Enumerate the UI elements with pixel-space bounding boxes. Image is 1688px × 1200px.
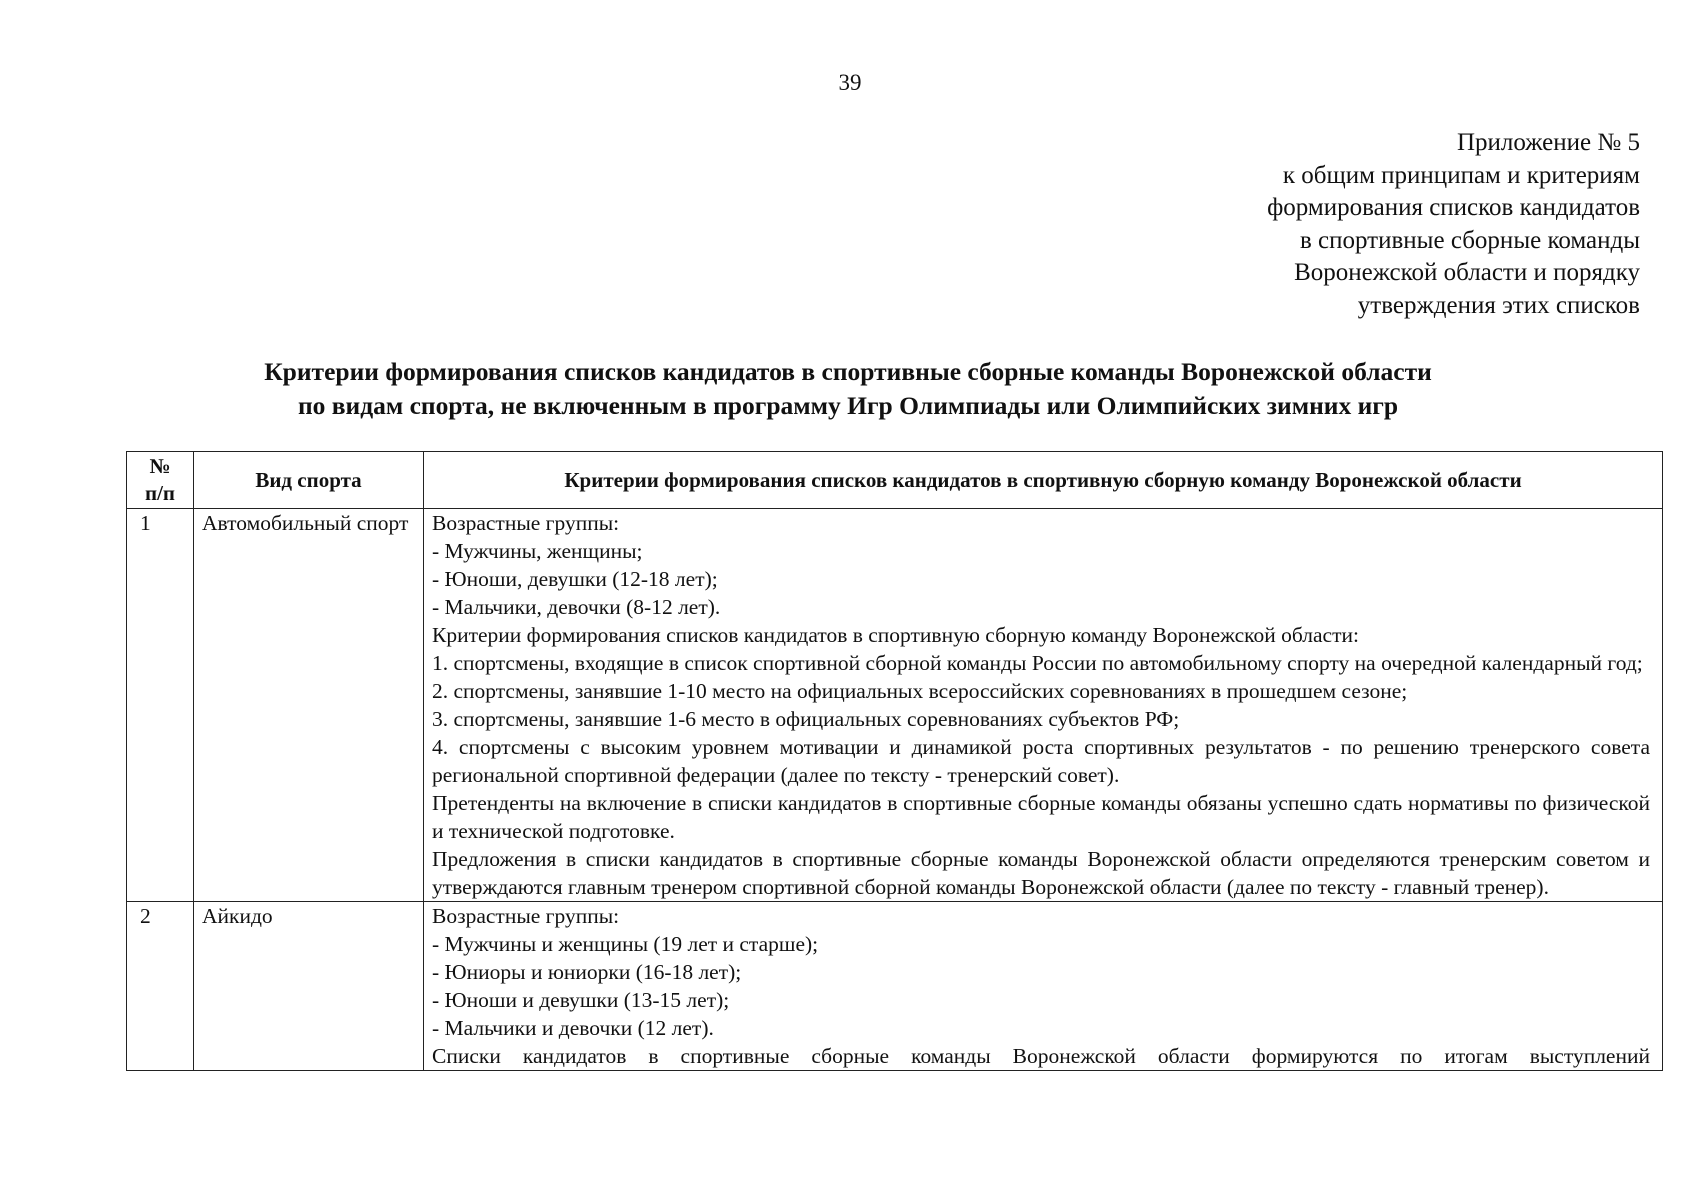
criteria-line: 2. спортсмены, занявшие 1-10 место на официальных всероссийских соревнованиях в прошедшем сезоне; xyxy=(432,679,1408,703)
appendix-heading xyxy=(1267,127,1640,322)
criteria-line: Предложения в списки кандидатов в спортивные сборные команды Воронежской области определяются тренерским советом и утверждаются главным тренером спортивной сборной команды Воронежской области (далее по тексту - главный тренер). xyxy=(432,847,1650,899)
criteria-line: - Мужчины и женщины (19 лет и старше); xyxy=(432,932,819,956)
appendix-line: формирования списков кандидатов xyxy=(1267,194,1640,221)
header-criteria: Критерии формирования списков кандидатов в спортивную сборную команду Воронежской области xyxy=(424,452,1663,509)
criteria-line: Списки кандидатов в спортивные сборные команды Воронежской области формируются по итогам выступлений xyxy=(432,1044,1650,1068)
criteria-line: Возрастные группы: xyxy=(432,904,620,928)
criteria-line: - Мальчики и девочки (12 лет). xyxy=(432,1016,714,1040)
header-sport: Вид спорта xyxy=(194,452,424,509)
appendix-line: Приложение № 5 xyxy=(1456,129,1640,156)
title-line-1: Критерии формирования списков кандидатов в спортивные сборные команды Воронежской области xyxy=(264,357,1432,386)
document-title xyxy=(120,355,1576,423)
criteria-line: - Юниоры и юниорки (16-18 лет); xyxy=(432,960,742,984)
header-number-label: п/п xyxy=(144,481,176,505)
header-number xyxy=(127,452,194,509)
row-number: 2 xyxy=(127,902,194,1071)
appendix-line: к общим принципам и критериям xyxy=(1282,161,1640,189)
row-sport: Айкидо xyxy=(194,902,424,1071)
criteria-line: Критерии формирования списков кандидатов в спортивную сборную команду Воронежской области: xyxy=(432,623,1359,647)
criteria-line: - Юноши, девушки (12-18 лет); xyxy=(432,567,718,591)
row-criteria xyxy=(424,509,1663,902)
appendix-line: Воронежской области и порядку xyxy=(1294,259,1640,286)
page-number: 39 xyxy=(838,70,862,95)
criteria-line: 1. спортсмены, входящие в список спортивной сборной команды России по автомобильному спорту на очередной календарный год; xyxy=(432,651,1643,675)
row-number: 1 xyxy=(127,509,194,902)
criteria-line: - Мальчики, девочки (8-12 лет). xyxy=(432,595,721,619)
criteria-line: 3. спортсмены, занявшие 1-6 место в официальных соревнованиях субъектов РФ; xyxy=(432,707,1180,731)
title-line-2: по видам спорта, не включенным в программу Игр Олимпиады или Олимпийских зимних игр xyxy=(297,391,1399,420)
criteria-line: - Мужчины, женщины; xyxy=(432,539,643,563)
appendix-line: утверждения этих списков xyxy=(1357,291,1640,319)
table-header-row xyxy=(127,452,1663,509)
appendix-line: в спортивные сборные команды xyxy=(1299,226,1640,254)
criteria-table xyxy=(126,451,1663,1071)
criteria-line: 4. спортсмены с высоким уровнем мотивации и динамикой роста спортивных результатов - по решению тренерского совета региональной спортивной федерации (далее по тексту - тренерский совет). xyxy=(432,735,1650,787)
criteria-line: Претенденты на включение в списки кандидатов в спортивные сборные команды обязаны успешно сдать нормативы по физической и технической подготовке. xyxy=(432,791,1650,843)
header-number-symbol: № xyxy=(149,454,171,478)
table-row xyxy=(127,509,1663,902)
table-row xyxy=(127,902,1663,1071)
criteria-line: Возрастные группы: xyxy=(432,511,620,535)
row-criteria xyxy=(424,902,1663,1071)
row-sport: Автомобильный спорт xyxy=(194,509,424,902)
criteria-line: - Юноши и девушки (13-15 лет); xyxy=(432,988,730,1012)
